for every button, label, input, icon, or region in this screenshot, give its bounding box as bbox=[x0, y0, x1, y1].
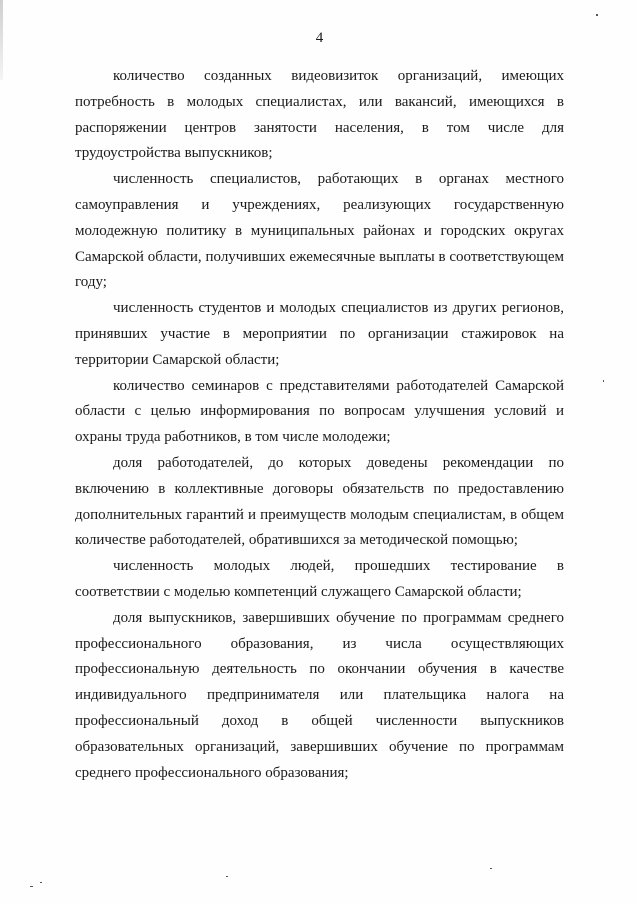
paragraph-testing: численность молодых людей, прошедших тестирование в соответствии с моделью компетенций служащего Самарской области; bbox=[75, 558, 564, 600]
paragraph-specialists-payments: численность специалистов, работающих в органах местного самоуправления и учреждениях, реализующих государственную молодежную политику в муниципальных районах и городских округах Самарской области, получивших ежемесячные выплаты в соответствующем году; bbox=[75, 171, 564, 291]
scan-speck bbox=[603, 380, 604, 382]
document-body bbox=[75, 64, 564, 786]
paragraph-seminars: количество семинаров с представителями работодателей Самарской области с целью информирования по вопросам улучшения условий и охраны труда работников, в том числе молодежи; bbox=[75, 377, 564, 446]
paragraph-employers-share: доля работодателей, до которых доведены рекомендации по включению в коллективные договоры обязательств по предоставлению дополнительных гарантий и преимуществ молодым специалистам, в общем количестве работодателей, обратившихся за методической помощью; bbox=[75, 454, 564, 549]
scan-speck bbox=[596, 14, 598, 16]
paragraph-graduates-share: доля выпускников, завершивших обучение по программам среднего профессионального образования, из числа осуществляющих профессиональную деятельность по окончании обучения в качестве индивидуального предпринимателя или плательщика налога на профессиональный доход в общей численности выпускников образовательных организаций, завершивших обучение по программам среднего профессионального образования; bbox=[75, 609, 564, 781]
paragraph-internships: численность студентов и молодых специалистов из других регионов, принявших участие в мероприятии по организации стажировок на территории Самарской области; bbox=[75, 300, 564, 368]
scan-speck bbox=[226, 876, 228, 877]
page-number: 4 bbox=[315, 30, 324, 46]
scan-speck bbox=[40, 882, 42, 883]
paragraph-videovisits: количество созданных видеовизиток организаций, имеющих потребность в молодых специалистах, или вакансий, имеющихся в распоряжении центров занятости населения, в том числе для трудоустройства выпускников; bbox=[75, 68, 564, 162]
scan-speck bbox=[30, 886, 33, 887]
scan-speck bbox=[490, 868, 492, 869]
